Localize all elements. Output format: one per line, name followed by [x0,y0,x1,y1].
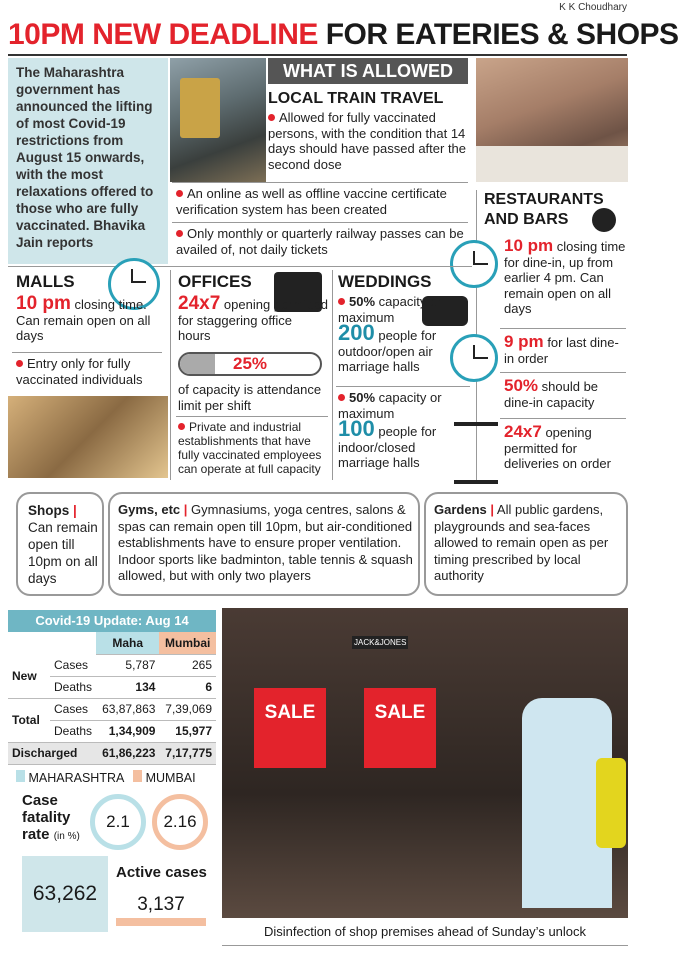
rest-item-3-text: should be dine-in capacity [504,379,599,410]
photo-credit: K K Choudhary [559,2,627,13]
malls-bullet-text: Entry only for fully vaccinated individuals [16,356,143,387]
bullet-icon [176,230,183,237]
rest-item-2 [504,334,626,366]
new-deaths-mumbai: 6 [159,676,216,698]
weddings-b-text2: people for indoor/closed marriage halls [338,424,437,470]
bullet-icon [338,298,345,305]
covid-data-table [8,632,216,765]
weddings-b-big: 100 [338,416,375,441]
shops-box [16,492,104,596]
bullet-icon [268,114,275,121]
divider-vertical [170,270,171,480]
divider [176,416,328,417]
shop-photo [222,608,628,918]
offices-big: 24x7 [178,293,221,314]
gyms-content: Gyms, etc | Gymnasiums, yoga centres, salons & spas can remain open till 10pm, but air-conditioned establishments have to ensure proper ventilation. Indoor sports like badminton, table tennis & squash allowed, but with only two players [118,502,413,583]
discharged-mumbai: 7,17,775 [159,742,216,764]
divider [500,418,626,419]
divider [12,352,162,353]
rest-item-1-big: 10 pm [504,236,554,255]
rest-item-1 [504,238,626,317]
rest-item-4 [504,424,626,472]
rest-item-3-big: 50% [504,376,539,395]
intro-box [8,58,168,264]
active-maha: 63,262 [22,856,108,932]
rest-item-1-text: closing time for dine-in, up from earlier 4 pm. Can remain open on all days [504,239,626,316]
shops-text: Can remain open till 10pm on all days [28,520,98,586]
new-cases-maha: 5,787 [96,654,159,676]
legend-mumbai: MUMBAI [145,771,196,785]
headline-red: 10PM NEW DEADLINE [8,18,318,51]
new-deaths-maha: 134 [96,676,159,698]
col-maha: Maha [96,632,159,654]
local-train-p1 [268,110,468,172]
cfr-label-text: Case fatality rate [22,792,71,843]
divider [172,182,468,183]
active-mumbai: 3,137 [116,894,206,926]
offices-text [178,293,328,344]
malls-text [16,293,164,344]
gardens-text: All public gardens, playgrounds and sea-faces allowed to remain open as per timing prescribed by local authority [434,502,609,583]
mannequin-shirt-1 [254,688,326,768]
new-cases-mumbai: 265 [159,654,216,676]
local-train-p2 [176,186,468,217]
malls-title: MALLS [16,272,75,291]
rest-item-2-text: for last dine-in order [504,335,619,366]
mannequin-shirt-2 [364,688,436,768]
weddings-b [338,390,470,471]
train-photo [170,58,266,182]
weddings-a-pct: 50% [349,294,376,309]
divider [500,328,626,329]
cfr-maha: 2.1 [90,794,146,850]
row-discharged: Discharged [8,742,96,764]
rest-item-2-big: 9 pm [504,332,544,351]
weddings-b-text1: capacity or maximum [338,390,442,421]
bullet-icon [178,423,185,430]
offices-bullet-text: Private and industrial establishments that have fully vaccinated employees can operate at full capacity [178,420,322,476]
bullet-icon [338,394,345,401]
total-cases-maha: 63,87,863 [96,698,159,720]
what-is-allowed-header: WHAT IS ALLOWED [268,58,468,84]
bullet-icon [16,360,23,367]
sale-label-2: SALE [374,702,426,723]
restaurants-title-line2: AND BARS [484,211,569,228]
intro-text: The Maharashtra government has announced the lifting of most Covid-19 restrictions from August 15 onwards, with the most relaxations offered to those who are fully vaccinated. [16,65,154,233]
clock-icon [450,240,498,288]
photo-caption: Disinfection of shop premises ahead of Sunday’s unlock [222,920,628,946]
restaurant-photo [476,58,628,182]
weddings-a-text2: people for outdoor/open air marriage halls [338,328,437,374]
gyms-title: Gyms, etc [118,502,181,517]
rest-item-4-text: opening permitted for deliveries on order [504,425,611,471]
offices-pct-bar [178,352,322,376]
local-train-p3-text: Only monthly or quarterly railway passes can be availed of, not daily tickets [176,226,464,257]
local-train-p3 [176,226,468,257]
gyms-text: Gymnasiums, yoga centres, salons & spas can remain open till 10pm, but air-conditioned establishments have to ensure proper ventilation. Indoor sports like badminton, table tennis & squash allowed, but with only two players [118,502,413,583]
cfr-unit: (in %) [53,831,80,842]
cfr-mumbai: 2.16 [152,794,208,850]
malls-text-body: closing time. Can remain open on all days [16,297,151,343]
headline [8,16,679,54]
headline-rule [8,54,627,56]
local-train-p1-text: Allowed for fully vaccinated persons, with the condition that 14 days should have passed after the second dose [268,110,467,172]
local-train-title: LOCAL TRAIN TRAVEL [268,90,444,107]
label-deaths: Deaths [50,676,96,698]
active-label: Active cases [116,864,207,881]
weddings-a-big: 200 [338,320,375,345]
malls-bullet [16,356,164,387]
malls-big: 10 pm [16,293,71,314]
weddings-title: WEDDINGS [338,272,432,291]
headline-black: FOR EATERIES & SHOPS [325,18,679,51]
total-deaths-maha: 1,34,909 [96,720,159,742]
label-cases: Cases [50,698,96,720]
mall-photo [8,396,168,478]
weddings-b-pct: 50% [349,390,376,405]
restaurants-title-line1: RESTAURANTS [484,191,604,208]
sprayer-tank [596,758,626,848]
weddings-a-text1: capacity or maximum [338,294,442,325]
plate-cutlery-icon [592,208,616,232]
total-deaths-mumbai: 15,977 [159,720,216,742]
gardens-box [424,492,628,596]
covid-table [8,610,216,765]
row-total: Total [8,698,50,742]
divider-vertical [332,270,333,480]
total-cases-mumbai: 7,39,069 [159,698,216,720]
offices-bullet [178,420,328,476]
legend-maha: MAHARASHTRA [28,771,124,785]
divider [500,372,626,373]
label-deaths: Deaths [50,720,96,742]
rest-item-3 [504,378,626,410]
shops-content: Shops | Can remain open till 10pm on all days [28,503,98,586]
offices-pct-text: of capacity is attendance limit per shift [178,382,322,413]
discharged-maha: 61,86,223 [96,742,159,764]
divider [172,222,468,223]
legend [16,770,196,785]
gardens-content: Gardens | All public gardens, playgrounds and sea-faces allowed to remain open as per timing prescribed by local authority [434,502,609,583]
row-new: New [8,654,50,698]
divider [8,266,472,267]
divider [336,386,470,387]
covid-header: Covid-19 Update: Aug 14 [8,610,216,632]
local-train-p2-text: An online as well as offline vaccine certificate verification system has been created [176,186,447,217]
gardens-title: Gardens [434,502,487,517]
intro-byline: Bhavika Jain reports [16,218,146,250]
cfr-label [22,792,86,845]
offices-title: OFFICES [178,272,252,291]
col-mumbai: Mumbai [159,632,216,654]
store-sign: JACK&JONES [354,638,407,647]
legend-swatch-maha [16,770,25,782]
label-cases: Cases [50,654,96,676]
shops-title: Shops [28,503,70,518]
bullet-icon [176,190,183,197]
rest-item-4-big: 24x7 [504,422,542,441]
offices-pct: 25% [232,354,268,373]
restaurants-title [484,190,604,230]
gyms-box [108,492,420,596]
weddings-a [338,294,470,375]
legend-swatch-mumbai [133,770,142,782]
offices-text-body: opening permitted for staggering office hours [178,297,328,343]
sale-label-1: SALE [264,702,316,723]
